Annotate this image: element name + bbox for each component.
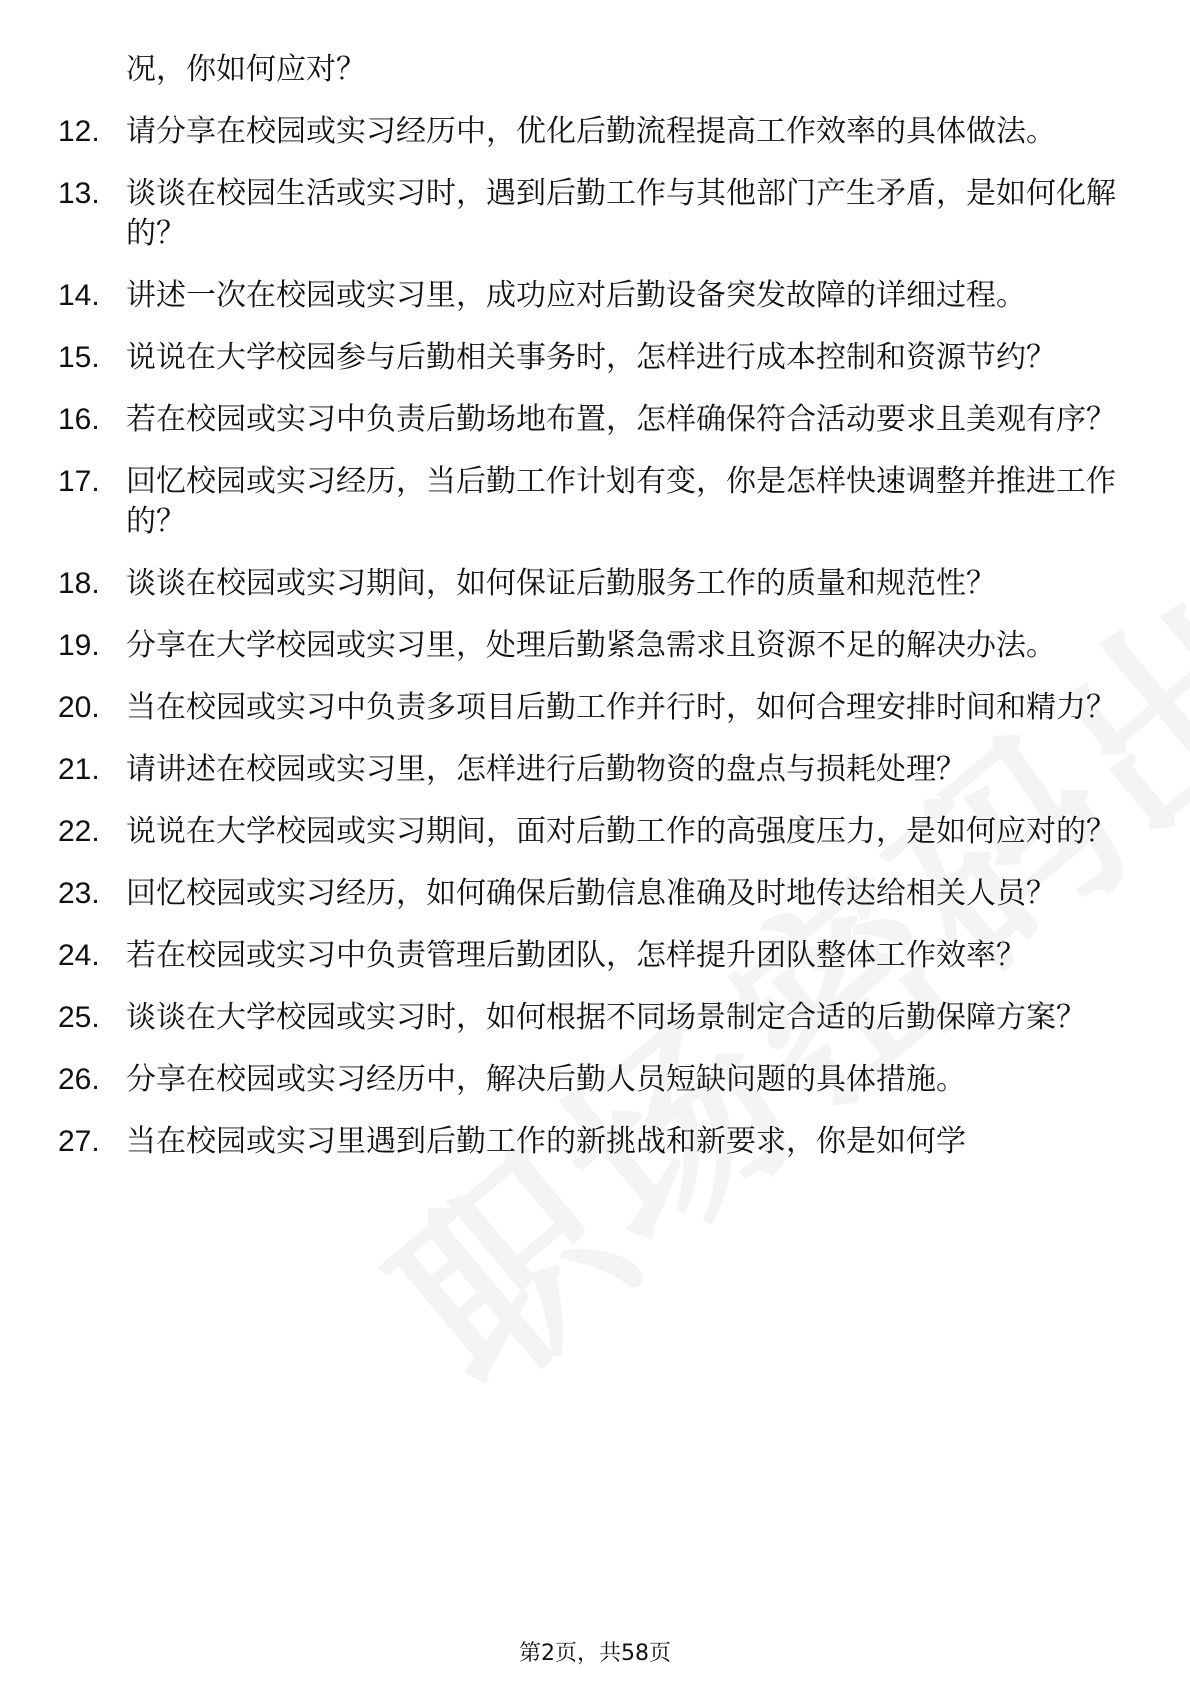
- item-number: 25.: [58, 1001, 100, 1034]
- list-item: [58, 400, 1118, 440]
- list-item: [58, 174, 1118, 254]
- list-item: [58, 812, 1118, 852]
- list-item: [58, 874, 1118, 914]
- item-text: 请分享在校园或实习经历中，优化后勤流程提高工作效率的具体做法。: [126, 114, 1056, 149]
- item-text: 说说在大学校园参与后勤相关事务时，怎样进行成本控制和资源节约？: [126, 340, 1056, 375]
- item-number: 12.: [58, 115, 100, 148]
- item-text: 回忆校园或实习经历，当后勤工作计划有变，你是怎样快速调整并推进工作的？: [126, 464, 1116, 539]
- item-number: 27.: [58, 1125, 100, 1158]
- item-number: 13.: [58, 177, 100, 210]
- item-text: 若在校园或实习中负责后勤场地布置，怎样确保符合活动要求且美观有序？: [126, 402, 1116, 437]
- list-item: [58, 276, 1118, 316]
- item-text: 请讲述在校园或实习里，怎样进行后勤物资的盘点与损耗处理？: [126, 752, 966, 787]
- page-footer: 第2页，共58页: [519, 1641, 671, 1666]
- list-item: [58, 338, 1118, 378]
- list-item: [58, 50, 1118, 90]
- item-text: 回忆校园或实习经历，如何确保后勤信息准确及时地传达给相关人员？: [126, 876, 1056, 911]
- list-item: [58, 564, 1118, 604]
- item-number: 24.: [58, 939, 100, 972]
- item-text: 分享在大学校园或实习里，处理后勤紧急需求且资源不足的解决办法。: [126, 628, 1056, 663]
- item-number: 16.: [58, 403, 100, 436]
- list-item: [58, 936, 1118, 976]
- list-item: [58, 688, 1118, 728]
- item-text: 况，你如何应对？: [126, 52, 366, 87]
- item-number: 20.: [58, 691, 100, 724]
- item-number: 18.: [58, 567, 100, 600]
- item-number: 14.: [58, 279, 100, 312]
- item-number: 21.: [58, 753, 100, 786]
- list-item: [58, 462, 1118, 542]
- item-number: 17.: [58, 465, 100, 498]
- list-item: [58, 626, 1118, 666]
- item-text: 谈谈在校园或实习期间，如何保证后勤服务工作的质量和规范性？: [126, 566, 996, 601]
- question-list: [58, 50, 1118, 1184]
- list-item: [58, 1060, 1118, 1100]
- item-number: 19.: [58, 629, 100, 662]
- list-item: [58, 998, 1118, 1038]
- item-text: 谈谈在校园生活或实习时，遇到后勤工作与其他部门产生矛盾，是如何化解的？: [126, 176, 1116, 251]
- item-number: 26.: [58, 1063, 100, 1096]
- item-text: 说说在大学校园或实习期间，面对后勤工作的高强度压力，是如何应对的？: [126, 814, 1116, 849]
- item-text: 谈谈在大学校园或实习时，如何根据不同场景制定合适的后勤保障方案？: [126, 1000, 1086, 1035]
- item-text: 当在校园或实习里遇到后勤工作的新挑战和新要求，你是如何学: [126, 1124, 966, 1159]
- item-text: 分享在校园或实习经历中，解决后勤人员短缺问题的具体措施。: [126, 1062, 966, 1097]
- item-number: 22.: [58, 815, 100, 848]
- item-text: 讲述一次在校园或实习里，成功应对后勤设备突发故障的详细过程。: [126, 278, 1026, 313]
- item-number: 15.: [58, 341, 100, 374]
- item-text: 当在校园或实习中负责多项目后勤工作并行时，如何合理安排时间和精力？: [126, 690, 1116, 725]
- list-item: [58, 112, 1118, 152]
- list-item: [58, 750, 1118, 790]
- item-number: 23.: [58, 877, 100, 910]
- list-item: [58, 1122, 1118, 1162]
- item-text: 若在校园或实习中负责管理后勤团队，怎样提升团队整体工作效率？: [126, 938, 1026, 973]
